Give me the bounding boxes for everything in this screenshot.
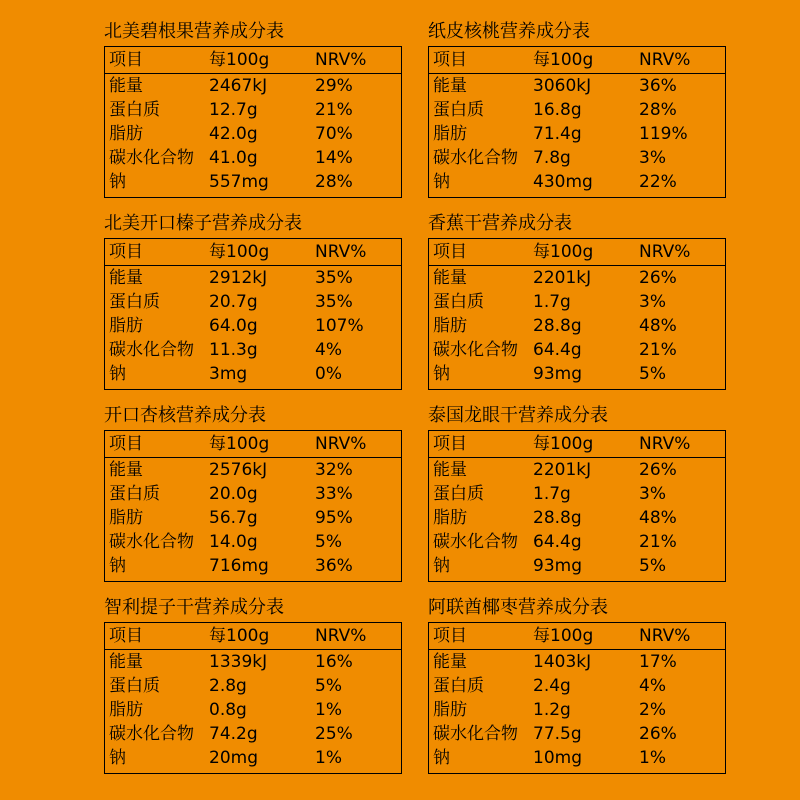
- header-per100g: 每100g: [533, 242, 594, 262]
- table-row: [105, 722, 401, 746]
- row-nrv: 28%: [315, 172, 353, 192]
- table-row: [105, 554, 401, 578]
- row-item: 脂肪: [109, 124, 143, 144]
- row-nrv: 48%: [639, 316, 677, 336]
- header-item: 项目: [433, 50, 467, 70]
- row-per100g: 1403kJ: [533, 652, 592, 672]
- row-nrv: 107%: [315, 316, 364, 336]
- row-item: 脂肪: [433, 124, 467, 144]
- row-item: 碳水化合物: [433, 148, 518, 168]
- row-per100g: 28.8g: [533, 508, 582, 528]
- header-nrv: NRV%: [639, 434, 691, 454]
- row-per100g: 64.4g: [533, 340, 582, 360]
- table-header: [429, 623, 725, 650]
- table-row: [429, 122, 725, 146]
- row-item: 蛋白质: [433, 100, 484, 120]
- row-per100g: 2576kJ: [209, 460, 268, 480]
- header-item: 项目: [433, 626, 467, 646]
- table-row: [429, 98, 725, 122]
- table-row: [429, 362, 725, 386]
- row-per100g: 12.7g: [209, 100, 258, 120]
- table-row: [105, 338, 401, 362]
- table-header: [105, 431, 401, 458]
- nutrition-table: [428, 430, 726, 582]
- row-item: 蛋白质: [109, 292, 160, 312]
- row-nrv: 119%: [639, 124, 688, 144]
- row-item: 脂肪: [109, 700, 143, 720]
- row-per100g: 64.4g: [533, 532, 582, 552]
- header-item: 项目: [109, 242, 143, 262]
- table-row: [429, 530, 725, 554]
- row-nrv: 17%: [639, 652, 677, 672]
- row-per100g: 2912kJ: [209, 268, 268, 288]
- table-header: [105, 47, 401, 74]
- nutrition-table: [428, 238, 726, 390]
- header-per100g: 每100g: [209, 434, 270, 454]
- row-per100g: 2467kJ: [209, 76, 268, 96]
- row-item: 能量: [433, 76, 467, 96]
- row-item: 钠: [433, 556, 450, 576]
- row-nrv: 36%: [639, 76, 677, 96]
- row-item: 蛋白质: [433, 484, 484, 504]
- table-row: [105, 650, 401, 674]
- row-per100g: 7.8g: [533, 148, 571, 168]
- table-header: [105, 239, 401, 266]
- row-per100g: 2.4g: [533, 676, 571, 696]
- row-nrv: 32%: [315, 460, 353, 480]
- row-per100g: 71.4g: [533, 124, 582, 144]
- header-nrv: NRV%: [639, 242, 691, 262]
- row-item: 钠: [109, 556, 126, 576]
- row-item: 碳水化合物: [433, 340, 518, 360]
- row-nrv: 3%: [639, 484, 666, 504]
- row-nrv: 29%: [315, 76, 353, 96]
- row-per100g: 16.8g: [533, 100, 582, 120]
- row-per100g: 2201kJ: [533, 460, 592, 480]
- table-row: [429, 290, 725, 314]
- row-nrv: 21%: [639, 340, 677, 360]
- row-item: 碳水化合物: [109, 148, 194, 168]
- row-item: 脂肪: [433, 508, 467, 528]
- header-per100g: 每100g: [209, 626, 270, 646]
- row-nrv: 35%: [315, 268, 353, 288]
- table-row: [105, 314, 401, 338]
- row-per100g: 2201kJ: [533, 268, 592, 288]
- row-item: 能量: [109, 652, 143, 672]
- table-row: [429, 554, 725, 578]
- row-item: 能量: [433, 652, 467, 672]
- row-item: 碳水化合物: [433, 532, 518, 552]
- panel-title: 北美碧根果营养成分表: [104, 21, 284, 42]
- table-row: [105, 170, 401, 194]
- row-per100g: 716mg: [209, 556, 269, 576]
- row-nrv: 28%: [639, 100, 677, 120]
- header-item: 项目: [109, 434, 143, 454]
- row-nrv: 26%: [639, 724, 677, 744]
- row-item: 钠: [433, 364, 450, 384]
- row-nrv: 26%: [639, 460, 677, 480]
- table-header: [105, 623, 401, 650]
- row-item: 钠: [433, 748, 450, 768]
- table-row: [429, 746, 725, 770]
- table-row: [429, 482, 725, 506]
- row-per100g: 41.0g: [209, 148, 258, 168]
- row-nrv: 48%: [639, 508, 677, 528]
- header-per100g: 每100g: [209, 50, 270, 70]
- row-item: 能量: [109, 460, 143, 480]
- table-row: [105, 458, 401, 482]
- row-item: 钠: [433, 172, 450, 192]
- row-per100g: 42.0g: [209, 124, 258, 144]
- row-nrv: 33%: [315, 484, 353, 504]
- nutrition-table: [104, 238, 402, 390]
- row-nrv: 16%: [315, 652, 353, 672]
- row-nrv: 4%: [639, 676, 666, 696]
- row-per100g: 430mg: [533, 172, 593, 192]
- table-row: [105, 98, 401, 122]
- row-nrv: 5%: [315, 532, 342, 552]
- row-per100g: 557mg: [209, 172, 269, 192]
- header-item: 项目: [109, 626, 143, 646]
- nutrition-table: [428, 622, 726, 774]
- row-nrv: 5%: [639, 364, 666, 384]
- row-per100g: 93mg: [533, 364, 582, 384]
- row-per100g: 64.0g: [209, 316, 258, 336]
- row-item: 能量: [109, 76, 143, 96]
- row-item: 能量: [433, 460, 467, 480]
- row-item: 蛋白质: [109, 100, 160, 120]
- row-per100g: 77.5g: [533, 724, 582, 744]
- table-row: [105, 362, 401, 386]
- table-row: [429, 650, 725, 674]
- row-item: 钠: [109, 172, 126, 192]
- header-nrv: NRV%: [315, 626, 367, 646]
- header-item: 项目: [433, 434, 467, 454]
- row-per100g: 20.0g: [209, 484, 258, 504]
- table-row: [429, 266, 725, 290]
- panel-title: 北美开口榛子营养成分表: [104, 213, 302, 234]
- nutrition-table: [104, 46, 402, 198]
- table-row: [429, 674, 725, 698]
- row-nrv: 95%: [315, 508, 353, 528]
- header-per100g: 每100g: [533, 50, 594, 70]
- table-row: [429, 74, 725, 98]
- table-header: [429, 47, 725, 74]
- row-item: 能量: [109, 268, 143, 288]
- table-row: [429, 506, 725, 530]
- row-nrv: 1%: [315, 700, 342, 720]
- row-nrv: 1%: [315, 748, 342, 768]
- panel-title: 纸皮核桃营养成分表: [428, 21, 590, 42]
- row-per100g: 2.8g: [209, 676, 247, 696]
- row-item: 钠: [109, 748, 126, 768]
- row-nrv: 5%: [639, 556, 666, 576]
- row-per100g: 28.8g: [533, 316, 582, 336]
- row-item: 脂肪: [109, 316, 143, 336]
- table-row: [105, 266, 401, 290]
- nutrition-table: [428, 46, 726, 198]
- row-item: 蛋白质: [109, 484, 160, 504]
- row-nrv: 2%: [639, 700, 666, 720]
- nutrition-table: [104, 622, 402, 774]
- row-per100g: 3mg: [209, 364, 248, 384]
- table-row: [429, 458, 725, 482]
- row-per100g: 93mg: [533, 556, 582, 576]
- row-nrv: 5%: [315, 676, 342, 696]
- table-row: [105, 746, 401, 770]
- header-per100g: 每100g: [533, 626, 594, 646]
- row-nrv: 70%: [315, 124, 353, 144]
- table-row: [105, 74, 401, 98]
- row-nrv: 3%: [639, 148, 666, 168]
- panel-title: 香蕉干营养成分表: [428, 213, 572, 234]
- row-nrv: 0%: [315, 364, 342, 384]
- row-item: 蛋白质: [433, 676, 484, 696]
- row-per100g: 74.2g: [209, 724, 258, 744]
- row-item: 碳水化合物: [433, 724, 518, 744]
- row-per100g: 1.2g: [533, 700, 571, 720]
- header-nrv: NRV%: [639, 626, 691, 646]
- row-per100g: 14.0g: [209, 532, 258, 552]
- table-header: [429, 431, 725, 458]
- header-nrv: NRV%: [639, 50, 691, 70]
- row-per100g: 1.7g: [533, 484, 571, 504]
- row-per100g: 10mg: [533, 748, 582, 768]
- table-row: [429, 314, 725, 338]
- row-nrv: 21%: [639, 532, 677, 552]
- row-item: 蛋白质: [109, 676, 160, 696]
- row-nrv: 22%: [639, 172, 677, 192]
- row-nrv: 4%: [315, 340, 342, 360]
- header-nrv: NRV%: [315, 242, 367, 262]
- panel-title: 开口杏核营养成分表: [104, 405, 266, 426]
- table-row: [429, 170, 725, 194]
- panel-title: 泰国龙眼干营养成分表: [428, 405, 608, 426]
- row-nrv: 26%: [639, 268, 677, 288]
- table-row: [429, 338, 725, 362]
- row-item: 脂肪: [433, 316, 467, 336]
- table-row: [105, 290, 401, 314]
- table-row: [105, 146, 401, 170]
- row-per100g: 1.7g: [533, 292, 571, 312]
- table-header: [429, 239, 725, 266]
- header-per100g: 每100g: [533, 434, 594, 454]
- table-row: [105, 506, 401, 530]
- row-nrv: 14%: [315, 148, 353, 168]
- row-item: 脂肪: [109, 508, 143, 528]
- row-nrv: 35%: [315, 292, 353, 312]
- row-item: 碳水化合物: [109, 532, 194, 552]
- row-per100g: 1339kJ: [209, 652, 268, 672]
- row-per100g: 0.8g: [209, 700, 247, 720]
- row-nrv: 25%: [315, 724, 353, 744]
- nutrition-table: [104, 430, 402, 582]
- row-item: 碳水化合物: [109, 724, 194, 744]
- table-row: [105, 698, 401, 722]
- row-nrv: 1%: [639, 748, 666, 768]
- header-nrv: NRV%: [315, 50, 367, 70]
- header-item: 项目: [433, 242, 467, 262]
- table-row: [429, 698, 725, 722]
- row-nrv: 3%: [639, 292, 666, 312]
- table-row: [105, 122, 401, 146]
- row-per100g: 11.3g: [209, 340, 258, 360]
- table-row: [105, 482, 401, 506]
- header-per100g: 每100g: [209, 242, 270, 262]
- row-per100g: 56.7g: [209, 508, 258, 528]
- row-item: 脂肪: [433, 700, 467, 720]
- row-nrv: 36%: [315, 556, 353, 576]
- row-item: 能量: [433, 268, 467, 288]
- row-item: 钠: [109, 364, 126, 384]
- row-per100g: 20mg: [209, 748, 258, 768]
- row-nrv: 21%: [315, 100, 353, 120]
- table-row: [105, 674, 401, 698]
- header-nrv: NRV%: [315, 434, 367, 454]
- panel-title: 智利提子干营养成分表: [104, 597, 284, 618]
- row-item: 碳水化合物: [109, 340, 194, 360]
- row-per100g: 3060kJ: [533, 76, 592, 96]
- panel-title: 阿联酋椰枣营养成分表: [428, 597, 608, 618]
- row-item: 蛋白质: [433, 292, 484, 312]
- table-row: [105, 530, 401, 554]
- header-item: 项目: [109, 50, 143, 70]
- row-per100g: 20.7g: [209, 292, 258, 312]
- table-row: [429, 146, 725, 170]
- table-row: [429, 722, 725, 746]
